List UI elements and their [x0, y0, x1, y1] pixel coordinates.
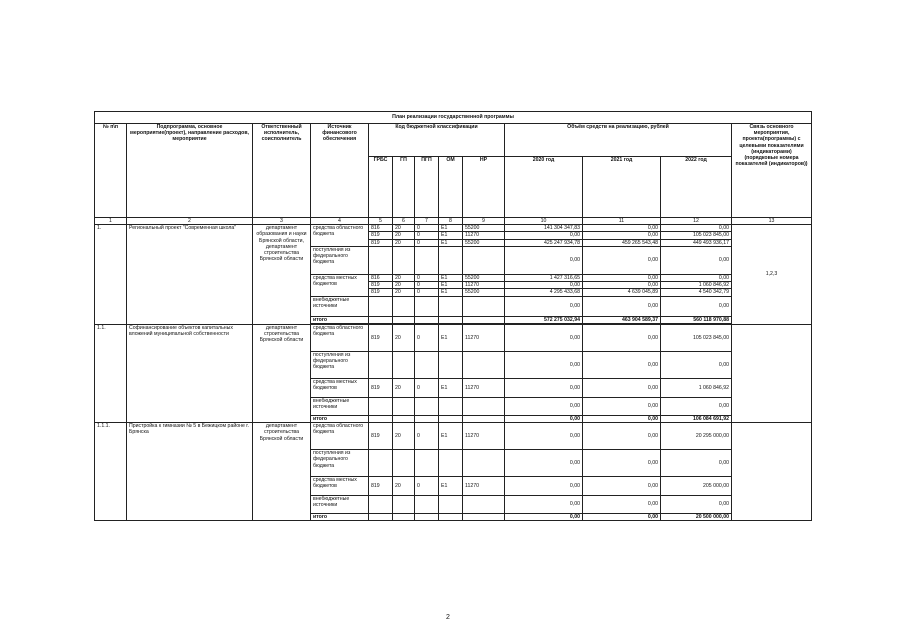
table-row — [95, 225, 812, 232]
cell-2020: 0,00 — [505, 282, 583, 289]
source-oblast: средства областного бюджета — [311, 324, 369, 351]
source-oblast: средства областного бюджета — [311, 225, 369, 247]
cell-nr: 55200 — [463, 239, 505, 246]
cell-2020: 572 275 032,94 — [505, 316, 583, 323]
cell-2021: 0,00 — [583, 351, 661, 378]
source-federal: поступления из федерального бюджета — [311, 351, 369, 378]
col-number: 4 — [311, 218, 369, 225]
plan-table-sheet — [94, 111, 811, 521]
cell-2021: 0,00 — [583, 477, 661, 496]
col-number: 7 — [415, 218, 439, 225]
cell-2020: 0,00 — [505, 351, 583, 378]
header-source: Источник финансового обеспечения — [311, 124, 369, 218]
cell-2021: 0,00 — [583, 324, 661, 351]
cell-pgp: 0 — [415, 274, 439, 281]
cell-nr: 11270 — [463, 477, 505, 496]
cell-om: E1 — [439, 423, 463, 450]
cell-pgp: 0 — [415, 282, 439, 289]
column-number-row — [95, 218, 812, 225]
cell-2020: 141 304 347,83 — [505, 225, 583, 232]
cell-gp: 20 — [393, 289, 415, 296]
cell-gp: 20 — [393, 423, 415, 450]
cell-2022: 205 000,00 — [661, 477, 732, 496]
cell-2022: 0,00 — [661, 246, 732, 274]
cell-2022: 1 060 846,92 — [661, 378, 732, 397]
table-row — [95, 324, 812, 351]
cell-2022: 0,00 — [661, 274, 732, 281]
header-2020: 2020 год — [505, 157, 583, 218]
cell-2020: 0,00 — [505, 477, 583, 496]
header-volume: Объём средств на реализацию, рублей — [505, 124, 732, 157]
col-number: 1 — [95, 218, 127, 225]
cell-grbs: 819 — [369, 423, 393, 450]
source-oblast: средства областного бюджета — [311, 423, 369, 450]
cell-2022: 0,00 — [661, 496, 732, 514]
cell-om: E1 — [439, 274, 463, 281]
cell-pgp: 0 — [415, 378, 439, 397]
cell-2021: 0,00 — [583, 514, 661, 521]
cell-gp: 20 — [393, 282, 415, 289]
source-total: итого — [311, 415, 369, 422]
cell-2020: 0,00 — [505, 296, 583, 316]
cell-2020: 0,00 — [505, 324, 583, 351]
source-local: средства местных бюджетов — [311, 274, 369, 296]
cell-2020: 0,00 — [505, 415, 583, 422]
col-number: 10 — [505, 218, 583, 225]
table-title: План реализации государственной программы — [95, 112, 812, 124]
header-nr: НР — [463, 157, 505, 218]
cell-pgp: 0 — [415, 324, 439, 351]
col-number: 6 — [393, 218, 415, 225]
header-subprogram: Подпрограмма, основное мероприятие(проект), направление расходов, мероприятие — [127, 124, 253, 218]
header-link: Связь основного мероприятия, проекта(программы) с целевыми показателями (индикаторами) (порядковые номера показателей (индикаторов)) — [732, 124, 812, 218]
cell-2021: 463 904 589,37 — [583, 316, 661, 323]
cell-om: E1 — [439, 239, 463, 246]
cell-nr: 55200 — [463, 274, 505, 281]
row-link — [732, 324, 812, 422]
cell-grbs: 819 — [369, 232, 393, 239]
cell-2021: 0,00 — [583, 225, 661, 232]
header-om: ОМ — [439, 157, 463, 218]
cell-nr: 11270 — [463, 423, 505, 450]
cell-2020: 0,00 — [505, 397, 583, 415]
cell-grbs: 819 — [369, 378, 393, 397]
cell-2022: 0,00 — [661, 351, 732, 378]
cell-nr: 55200 — [463, 225, 505, 232]
row-responsible: департамент строительства Брянской области — [253, 423, 311, 521]
source-local: средства местных бюджетов — [311, 477, 369, 496]
col-number: 12 — [661, 218, 732, 225]
cell-2021: 0,00 — [583, 423, 661, 450]
cell-grbs: 816 — [369, 225, 393, 232]
source-total: итого — [311, 316, 369, 323]
cell-2020: 0,00 — [505, 378, 583, 397]
cell-grbs: 816 — [369, 274, 393, 281]
cell-2022: 105 023 845,00 — [661, 232, 732, 239]
row-responsible: департамент образования и науки Брянской области, департамент строительства Брянской области — [253, 225, 311, 325]
cell-2022: 1 060 846,92 — [661, 282, 732, 289]
header-pgp: ПГП — [415, 157, 439, 218]
cell-2021: 0,00 — [583, 232, 661, 239]
cell-om: E1 — [439, 324, 463, 351]
row-responsible: департамент строительства Брянской области — [253, 324, 311, 422]
cell-2020: 1 427 316,65 — [505, 274, 583, 281]
plan-table — [94, 111, 812, 521]
cell-2022: 20 295 000,00 — [661, 423, 732, 450]
cell-2020: 0,00 — [505, 514, 583, 521]
cell-2022: 0,00 — [661, 296, 732, 316]
cell-grbs: 819 — [369, 289, 393, 296]
cell-2021: 0,00 — [583, 282, 661, 289]
source-extra: внебюджетные источники — [311, 296, 369, 316]
cell-2022: 0,00 — [661, 450, 732, 477]
cell-2021: 0,00 — [583, 415, 661, 422]
cell-2021: 0,00 — [583, 450, 661, 477]
cell-grbs: 819 — [369, 324, 393, 351]
cell-gp: 20 — [393, 232, 415, 239]
cell-2021: 0,00 — [583, 246, 661, 274]
cell-2020: 4 295 433,68 — [505, 289, 583, 296]
cell-om: E1 — [439, 289, 463, 296]
cell-2022: 105 023 845,00 — [661, 324, 732, 351]
source-extra: внебюджетные источники — [311, 397, 369, 415]
row-name: Пристройка к гимназии № 5 в Бежицком районе г. Брянска — [127, 423, 253, 521]
cell-2022: 0,00 — [661, 225, 732, 232]
cell-2022: 4 540 342,79 — [661, 289, 732, 296]
cell-2021: 4 639 045,89 — [583, 289, 661, 296]
cell-pgp: 0 — [415, 423, 439, 450]
row-num: 1.1.1. — [95, 423, 127, 521]
cell-pgp: 0 — [415, 225, 439, 232]
header-responsible: Ответственный исполнитель, соисполнитель — [253, 124, 311, 218]
cell-2020: 0,00 — [505, 496, 583, 514]
cell-2021: 0,00 — [583, 274, 661, 281]
cell-2021: 459 265 543,48 — [583, 239, 661, 246]
cell-2022: 20 500 000,00 — [661, 514, 732, 521]
cell-2021: 0,00 — [583, 496, 661, 514]
cell-2020: 0,00 — [505, 450, 583, 477]
cell-gp: 20 — [393, 477, 415, 496]
cell-grbs: 819 — [369, 239, 393, 246]
row-num: 1. — [95, 225, 127, 325]
col-number: 2 — [127, 218, 253, 225]
cell-gp: 20 — [393, 239, 415, 246]
cell-2020: 425 247 934,78 — [505, 239, 583, 246]
cell-gp: 20 — [393, 378, 415, 397]
cell-2020: 0,00 — [505, 423, 583, 450]
col-number: 8 — [439, 218, 463, 225]
cell-nr: 11270 — [463, 232, 505, 239]
row-link: 1,2,3 — [732, 225, 812, 325]
header-budget-code: Код бюджетной классификации — [369, 124, 505, 157]
cell-2020: 0,00 — [505, 232, 583, 239]
header-gp: ГП — [393, 157, 415, 218]
cell-2022: 106 084 691,92 — [661, 415, 732, 422]
source-extra: внебюджетные источники — [311, 496, 369, 514]
cell-om: E1 — [439, 282, 463, 289]
cell-2021: 0,00 — [583, 378, 661, 397]
cell-grbs: 819 — [369, 282, 393, 289]
header-2022: 2022 год — [661, 157, 732, 218]
row-name: Региональный проект "Современная школа" — [127, 225, 253, 325]
source-federal: поступления из федерального бюджета — [311, 450, 369, 477]
cell-om: E1 — [439, 378, 463, 397]
col-number: 11 — [583, 218, 661, 225]
cell-pgp: 0 — [415, 477, 439, 496]
cell-gp: 20 — [393, 274, 415, 281]
cell-nr: 11270 — [463, 378, 505, 397]
cell-2020: 0,00 — [505, 246, 583, 274]
header-grbs: ГРБС — [369, 157, 393, 218]
header-2021: 2021 год — [583, 157, 661, 218]
row-name: Софинансирование объектов капитальных вложений муниципальной собственности — [127, 324, 253, 422]
cell-2022: 560 118 970,88 — [661, 316, 732, 323]
col-number: 9 — [463, 218, 505, 225]
header-num: № п\п — [95, 124, 127, 218]
cell-grbs: 819 — [369, 477, 393, 496]
cell-pgp: 0 — [415, 239, 439, 246]
cell-pgp: 0 — [415, 232, 439, 239]
table-row — [95, 423, 812, 450]
col-number: 13 — [732, 218, 812, 225]
col-number: 5 — [369, 218, 393, 225]
col-number: 3 — [253, 218, 311, 225]
cell-2021: 0,00 — [583, 296, 661, 316]
cell-nr: 55200 — [463, 289, 505, 296]
cell-om: E1 — [439, 477, 463, 496]
cell-om: E1 — [439, 232, 463, 239]
cell-2022: 449 493 936,17 — [661, 239, 732, 246]
page-number: 2 — [446, 614, 450, 621]
cell-nr: 11270 — [463, 282, 505, 289]
source-total: итого — [311, 514, 369, 521]
row-link — [732, 423, 812, 521]
cell-nr: 11270 — [463, 324, 505, 351]
cell-pgp: 0 — [415, 289, 439, 296]
cell-2022: 0,00 — [661, 397, 732, 415]
cell-gp: 20 — [393, 225, 415, 232]
source-federal: поступления из федерального бюджета — [311, 246, 369, 274]
cell-2021: 0,00 — [583, 397, 661, 415]
row-num: 1.1. — [95, 324, 127, 422]
cell-om: E1 — [439, 225, 463, 232]
source-local: средства местных бюджетов — [311, 378, 369, 397]
cell-gp: 20 — [393, 324, 415, 351]
